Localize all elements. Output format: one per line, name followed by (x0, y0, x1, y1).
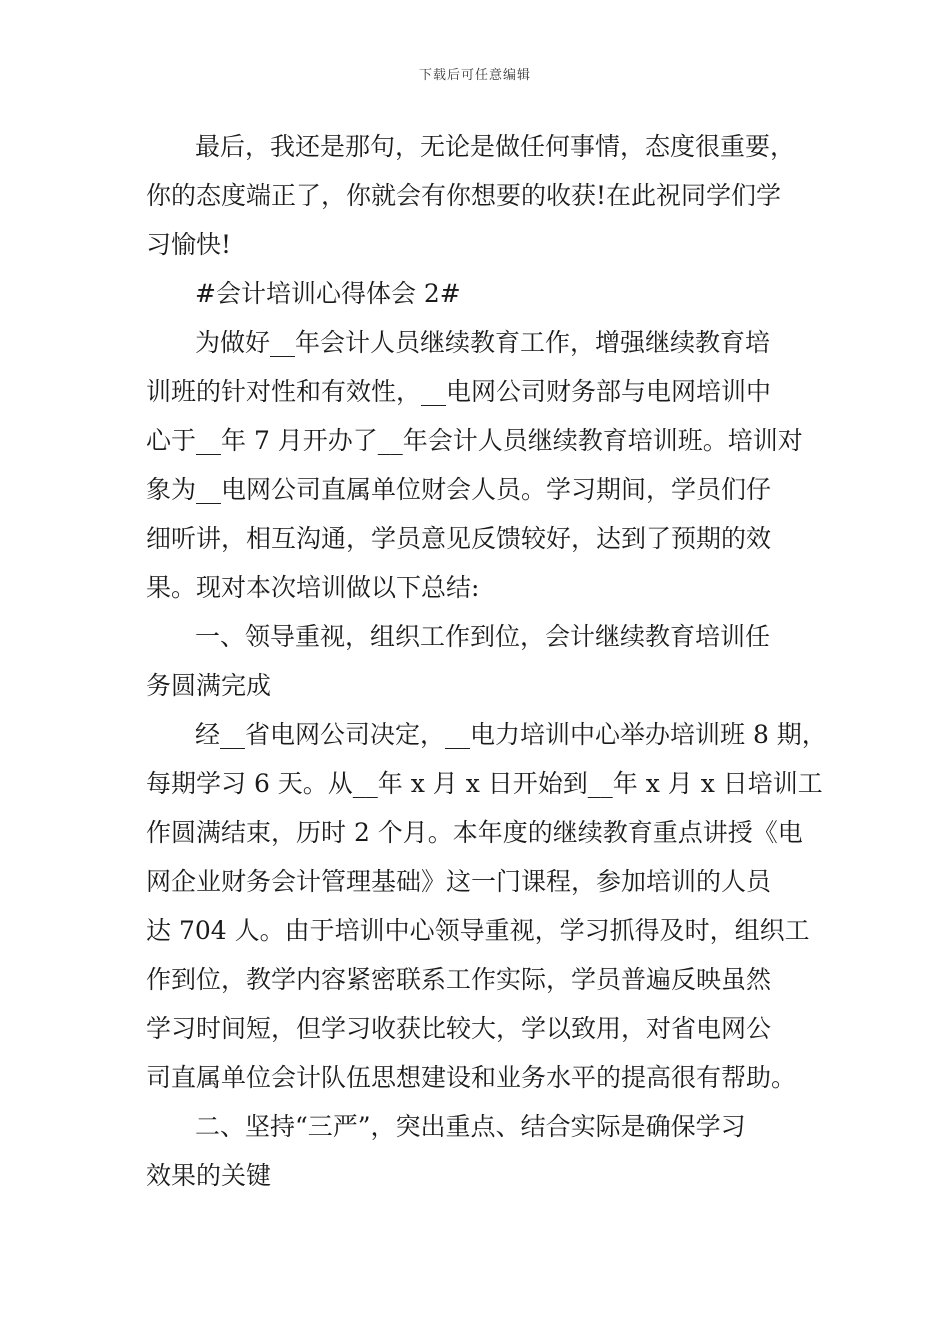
text-line: 作圆满结束，历时 2 个月。本年度的继续教育重点讲授《电 (146, 818, 803, 847)
section-heading: 一、领导重视，组织工作到位，会计继续教育培训任 (195, 622, 771, 651)
text-line: 训班的针对性和有效性，__电网公司财务部与电网培训中 (146, 377, 772, 406)
text-line: 果。现对本次培训做以下总结: (146, 573, 480, 602)
document-body (146, 122, 836, 1200)
text-line: 每期学习 6 天。从__年 x 月 x 日开始到__年 x 月 x 日培训工 (146, 769, 823, 798)
text-line: 学习时间短，但学习收获比较大，学以致用，对省电网公 (146, 1014, 772, 1043)
text-line: 为做好__年会计人员继续教育工作，增强继续教育培 (195, 328, 771, 357)
text-line: 作到位，教学内容紧密联系工作实际，学员普遍反映虽然 (146, 965, 772, 994)
text-line: 细听讲，相互沟通，学员意见反馈较好，达到了预期的效 (146, 524, 772, 553)
section-heading: 效果的关键 (146, 1161, 272, 1190)
section-heading: 务圆满完成 (146, 671, 272, 700)
page-header: 下载后可任意编辑 (418, 68, 531, 83)
text-line: 最后，我还是那句，无论是做任何事情，态度很重要， (195, 132, 796, 161)
text-line: 达 704 人。由于培训中心领导重视，学习抓得及时，组织工 (146, 916, 810, 945)
text-line: 经__省电网公司决定，__电力培训中心举办培训班 8 期， (195, 720, 827, 749)
text-line: 习愉快! (146, 230, 232, 259)
section-heading: #会计培训心得体会 2# (195, 279, 461, 308)
text-line: 网企业财务会计管理基础》这一门课程，参加培训的人员 (146, 867, 772, 896)
text-line: 心于__年 7 月开办了__年会计人员继续教育培训班。培训对 (146, 426, 803, 455)
text-line: 你的态度端正了，你就会有你想要的收获!在此祝同学们学 (146, 181, 782, 210)
text-line: 司直属单位会计队伍思想建设和业务水平的提高很有帮助。 (146, 1063, 797, 1092)
text-line: 象为__电网公司直属单位财会人员。学习期间，学员们仔 (146, 475, 772, 504)
section-heading: 二、坚持“三严”，突出重点、结合实际是确保学习 (195, 1112, 746, 1141)
